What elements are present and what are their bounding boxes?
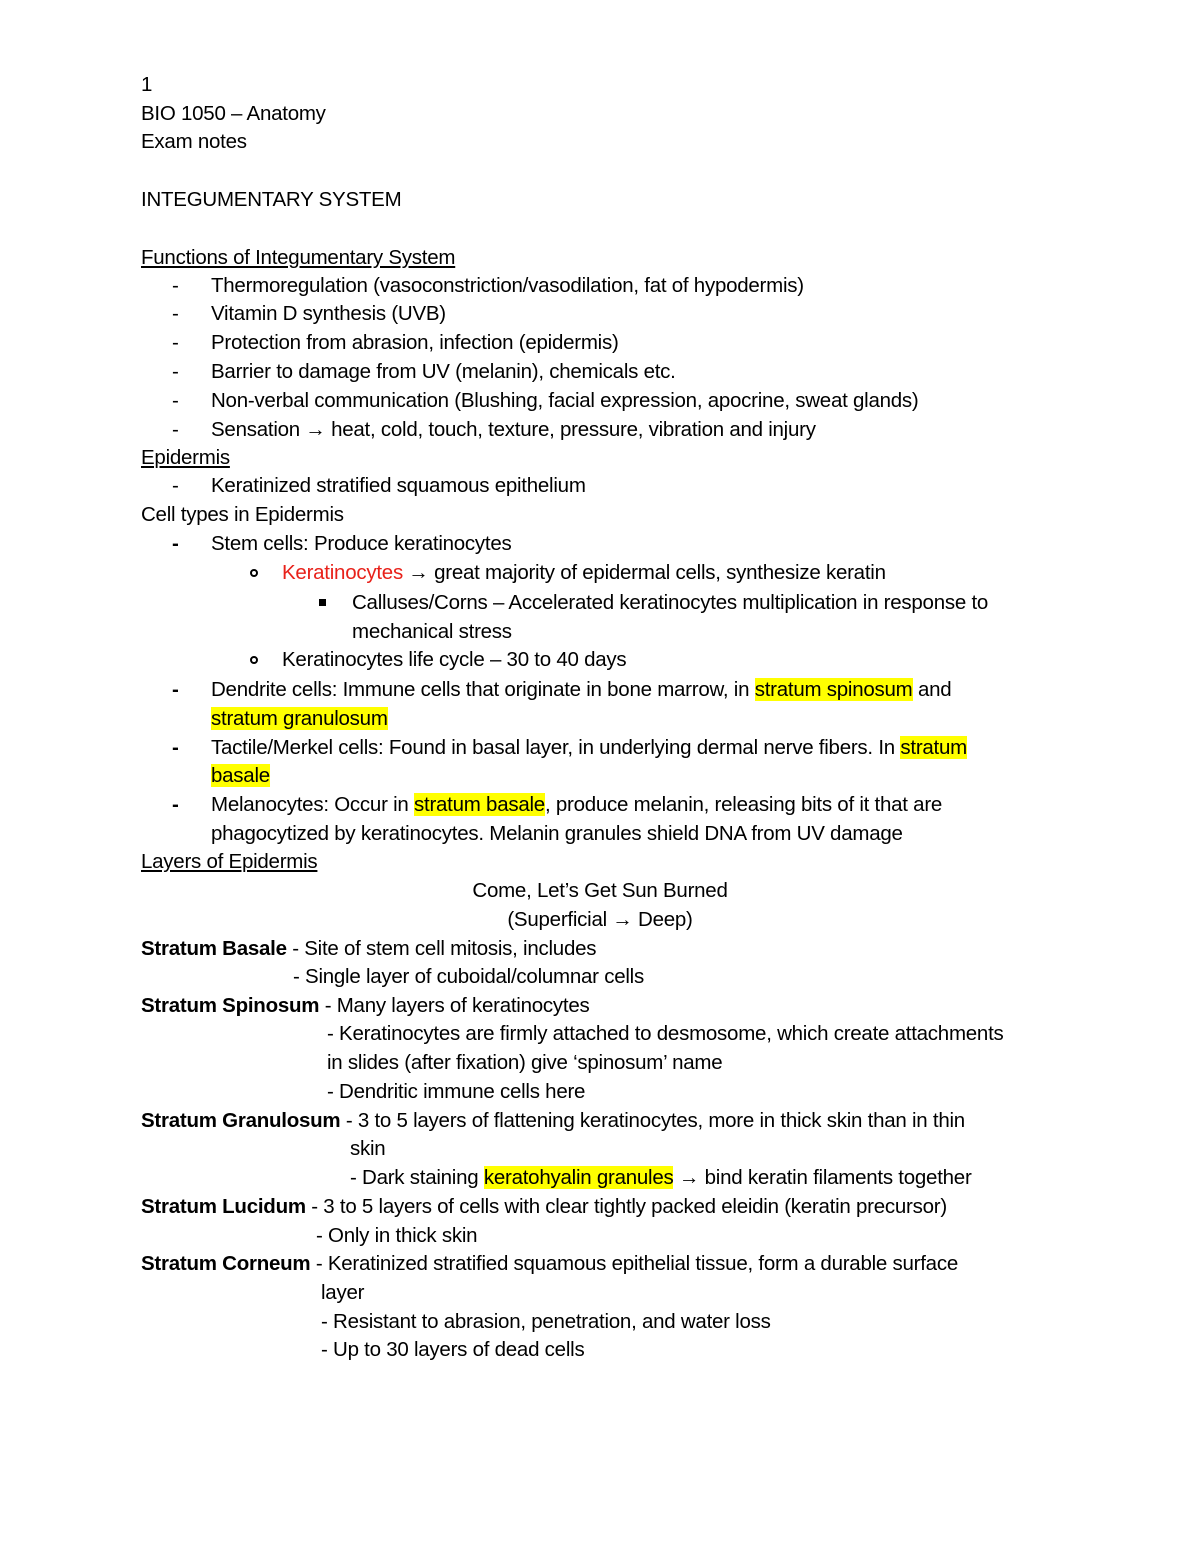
stratum-granulosum-text: - 3 to 5 layers of flattening keratinocytes, more in thick skin than in thin	[340, 1109, 965, 1132]
cell-types-heading: Cell types in Epidermis	[141, 503, 344, 526]
function-item: Thermoregulation (vasoconstriction/vasodilation, fat of hypodermis)	[211, 274, 804, 297]
sensation-text: heat, cold, touch, texture, pressure, vibration and injury	[331, 418, 816, 441]
highlight-stratum: stratum	[900, 736, 967, 759]
arrow-right-icon: →	[408, 561, 429, 584]
dendrite-line-2	[211, 705, 388, 733]
arrow-right-icon: →	[305, 418, 326, 441]
stratum-basale-text: - Site of stem cell mitosis, includes	[286, 937, 597, 960]
stratum-granulosum-label: Stratum Granulosum	[141, 1109, 341, 1132]
stratum-spinosum-text: - Many layers of keratinocytes	[319, 994, 590, 1017]
keratinocytes-text: great majority of epidermal cells, synthesize keratin	[434, 561, 886, 584]
highlight-stratum-spinosum: stratum spinosum	[754, 678, 913, 701]
epidermis-heading: Epidermis	[141, 446, 230, 469]
function-item-sensation	[211, 416, 816, 444]
bullet-dash: -	[172, 678, 179, 701]
melanocytes-line-2: phagocytized by keratinocytes. Melanin granules shield DNA from UV damage	[211, 822, 903, 845]
stratum-corneum-text: - Keratinized stratified squamous epithelial tissue, form a durable surface	[310, 1252, 958, 1275]
dendrite-text: Dendrite cells: Immune cells that originate in bone marrow, in	[211, 678, 755, 701]
epidermis-item: Keratinized stratified squamous epithelium	[211, 474, 586, 497]
course-title: BIO 1050 – Anatomy	[141, 102, 326, 125]
stratum-granulosum-line-3	[350, 1164, 972, 1192]
stratum-corneum-line-2: layer	[321, 1281, 365, 1304]
circle-bullet-icon	[250, 656, 258, 664]
stratum-corneum-line-1	[141, 1250, 958, 1278]
keratinocytes-line	[282, 559, 886, 587]
melanocytes-text: Melanocytes: Occur in	[211, 793, 414, 816]
functions-heading: Functions of Integumentary System	[141, 246, 456, 269]
sensation-label: Sensation	[211, 418, 300, 441]
stratum-lucidum-label: Stratum Lucidum	[141, 1195, 306, 1218]
document-subtitle: Exam notes	[141, 130, 247, 153]
bullet-dash: -	[172, 474, 179, 497]
bullet-dash: -	[172, 389, 179, 412]
stratum-corneum-line-4: - Up to 30 layers of dead cells	[321, 1338, 585, 1361]
granulosum-text-end: bind keratin filaments together	[704, 1166, 972, 1189]
tactile-line-2	[211, 762, 270, 790]
keratinocytes-life-cycle: Keratinocytes life cycle – 30 to 40 days	[282, 648, 627, 671]
stratum-basale-line-2: - Single layer of cuboidal/columnar cells	[293, 965, 644, 988]
stratum-spinosum-line-3: in slides (after fixation) give ‘spinosum’ name	[327, 1051, 723, 1074]
stratum-spinosum-line-4: - Dendritic immune cells here	[327, 1080, 586, 1103]
bullet-dash: -	[172, 331, 179, 354]
function-item: Protection from abrasion, infection (epidermis)	[211, 331, 619, 354]
stratum-spinosum-line-2: - Keratinocytes are firmly attached to desmosome, which create attachments	[327, 1022, 1004, 1045]
stratum-granulosum-line-1	[141, 1107, 965, 1135]
highlight-keratohyalin-granules: keratohyalin granules	[483, 1166, 674, 1189]
bullet-dash: -	[172, 274, 179, 297]
highlight-stratum-granulosum: stratum granulosum	[211, 707, 388, 730]
calluses-line-2: mechanical stress	[352, 620, 512, 643]
arrow-right-icon: →	[678, 1166, 700, 1189]
stratum-lucidum-text: - 3 to 5 layers of cells with clear tightly packed eleidin (keratin precursor)	[305, 1195, 947, 1218]
stratum-basale-line-1	[141, 935, 596, 963]
tactile-text: Tactile/Merkel cells: Found in basal layer, in underlying dermal nerve fibers. In	[211, 736, 901, 759]
bullet-dash: -	[172, 793, 179, 816]
dendrite-text-end: and	[912, 678, 952, 701]
granulosum-text: - Dark staining	[350, 1166, 484, 1189]
bullet-dash: -	[172, 302, 179, 325]
highlight-basale: basale	[211, 764, 270, 787]
stratum-lucidum-line-1	[141, 1193, 947, 1221]
bullet-dash: -	[172, 532, 179, 555]
layers-heading: Layers of Epidermis	[141, 850, 318, 873]
keratinocytes-label: Keratinocytes	[282, 561, 403, 584]
stratum-spinosum-label: Stratum Spinosum	[141, 994, 320, 1017]
circle-bullet-icon	[250, 569, 258, 577]
stratum-spinosum-line-1	[141, 992, 590, 1020]
section-title: INTEGUMENTARY SYSTEM	[141, 188, 402, 211]
stratum-lucidum-line-2: - Only in thick skin	[316, 1224, 478, 1247]
stratum-basale-label: Stratum Basale	[141, 937, 287, 960]
page-number: 1	[141, 73, 153, 96]
calluses-line-1: Calluses/Corns – Accelerated keratinocytes multiplication in response to	[352, 591, 989, 614]
dendrite-line-1	[211, 676, 951, 704]
stratum-corneum-label: Stratum Corneum	[141, 1252, 311, 1275]
bullet-dash: -	[172, 360, 179, 383]
layer-order: (Superficial → Deep)	[507, 908, 693, 931]
stratum-corneum-line-3: - Resistant to abrasion, penetration, and water loss	[321, 1310, 771, 1333]
bullet-dash: -	[172, 736, 179, 759]
mnemonic: Come, Let’s Get Sun Burned	[472, 879, 728, 902]
melanocytes-text-end: , produce melanin, releasing bits of it that are	[544, 793, 943, 816]
cell-item-stem: Stem cells: Produce keratinocytes	[211, 532, 512, 555]
stratum-granulosum-line-2: skin	[350, 1137, 386, 1160]
function-item: Vitamin D synthesis (UVB)	[211, 302, 446, 325]
function-item: Non-verbal communication (Blushing, facial expression, apocrine, sweat glands)	[211, 389, 919, 412]
highlight-stratum-basale: stratum basale	[414, 793, 545, 816]
function-item: Barrier to damage from UV (melanin), chemicals etc.	[211, 360, 676, 383]
bullet-dash: -	[172, 418, 179, 441]
melanocytes-line-1	[211, 791, 942, 819]
tactile-line-1	[211, 734, 967, 762]
square-bullet-icon	[319, 599, 326, 606]
